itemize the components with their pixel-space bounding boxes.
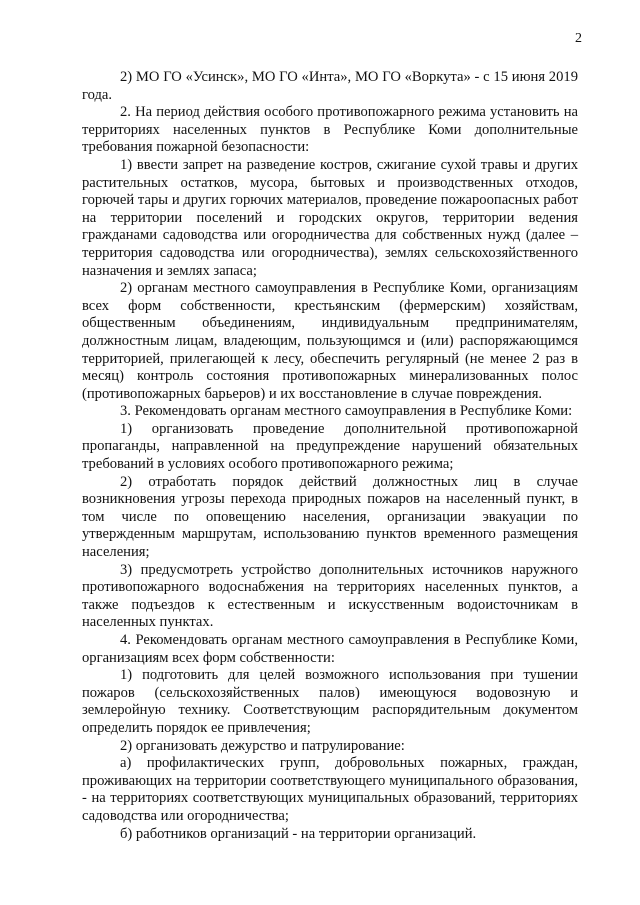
paragraph: 3. Рекомендовать органам местного самоуправления в Республике Коми: (120, 403, 573, 420)
paragraph: 2) МО ГО «Усинск», МО ГО «Инта», МО ГО «Воркута» - с 15 июня 2019 года. (82, 69, 578, 103)
paragraph: 1) подготовить для целей возможного использования при тушении пожаров (сельскохозяйственных палов) имеющуюся водовозную и землеройную технику. Соответствующим распорядительным документом определить порядок ее привлечения; (82, 667, 578, 736)
paragraph: 3) предусмотреть устройство дополнительных источников наружного противопожарного водоснабжения на территориях населенных пунктов, а также подъездов к естественным и искусственным водоисточникам в населенных пунктах. (82, 561, 578, 631)
paragraph: 4. Рекомендовать органам местного самоуправления в Республике Коми, организациям всех форм собственности: (82, 632, 578, 666)
document-body (82, 69, 578, 843)
page-number: 2 (575, 31, 582, 46)
paragraph: 1) ввести запрет на разведение костров, сжигание сухой травы и других растительных остатков, мусора, бытовых и производственных отходов, горючей тары и других горючих материалов, проведение пожароопасных работ на территории поселений и городских округов, территории ведения гражданами садоводства или огородничества для собственных нужд (далее – территория садоводства или огородничества), землях сельскохозяйственного назначения и землях запаса; (82, 156, 578, 279)
paragraph: 2) организовать дежурство и патрулирование: (120, 737, 405, 754)
paragraph: б) работников организаций - на территории организаций. (120, 825, 477, 842)
paragraph: 1) организовать проведение дополнительной противопожарной пропаганды, направленной на предупреждение нарушений обязательных требований в условиях особого противопожарного режима; (82, 420, 578, 473)
paragraph: 2) органам местного самоуправления в Республике Коми, организациям всех форм собственности, крестьянским (фермерским) хозяйствам, общественным объединениям, индивидуальным предпринимателям, должностным лицам, владеющим, пользующимся и (или) распоряжающимся территорией, прилегающей к лесу, обеспечить регулярный (не менее 2 раз в месяц) контроль состояния противопожарных минерализованных полос (противопожарных барьеров) и их восстановление в случае повреждения. (82, 280, 578, 402)
paragraph: 2. На период действия особого противопожарного режима установить на территориях населенных пунктов в Республике Коми дополнительные требования пожарной безопасности: (82, 104, 578, 156)
paragraph: 2) отработать порядок действий должностных лиц в случае возникновения угрозы перехода природных пожаров на населенный пункт, в том числе по оповещению населения, организации эвакуации по утвержденным маршрутам, использованию пунктов временного размещения населения; (82, 473, 578, 561)
paragraph: а) профилактических групп, добровольных пожарных, граждан, проживающих на территории соответствующего муниципального образования, - на территориях соответствующих муниципальных образований, территориях садоводства или огородничества; (82, 755, 578, 824)
